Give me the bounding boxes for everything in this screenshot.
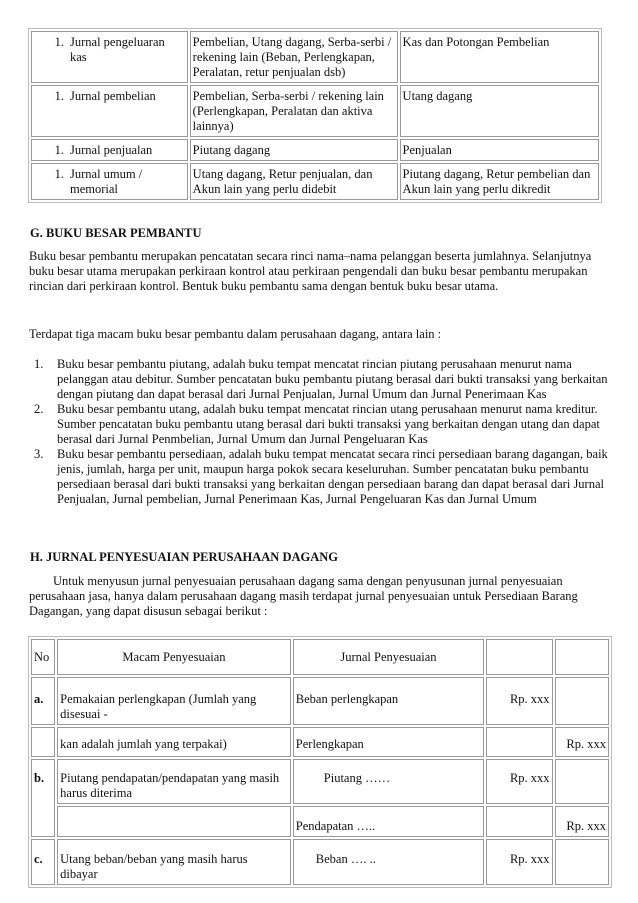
row-label — [31, 727, 55, 757]
paragraph: Buku besar pembantu merupakan pencatatan secara rinci nama–nama pelanggan beserta jumlahnya. Selanjutnya buku besar utama merupakan perkiraan kontrol atau perkiraan pengendali dan buku besar pembantu merupakan rincian dari perkiraan kontrol. Bentuk buku pembantu sama dengan bentuk buku besar utama. — [29, 249, 592, 293]
subsidiary-ledger-list — [0, 357, 614, 507]
table-cell — [31, 163, 188, 200]
debit-accounts-cell: Pembelian, Utang dagang, Serba-serbi / rekening lain (Beban, Perlengkapan, Peralatan, retur penjualan dsb) — [190, 31, 398, 83]
journal-entry: Beban perlengkapan — [293, 677, 484, 725]
table-row — [31, 677, 609, 725]
adjustment-type: Utang beban/beban yang masih harus dibayar — [57, 839, 291, 885]
list-number: 1. — [34, 357, 44, 371]
table-cell — [31, 31, 188, 83]
journal-name: Jurnal penjualan — [70, 143, 153, 157]
list-item — [0, 447, 614, 507]
table-row — [31, 727, 609, 757]
table-row — [31, 759, 609, 804]
list-item — [0, 357, 614, 402]
credit-amount — [555, 759, 609, 804]
list-item-text: Buku besar pembantu utang, adalah buku tempat mencatat rincian utang perusahaan menurut nama kreditur. Sumber pencatatan buku pembantu utang berasal dari bukti transaksi yang berkaitan dengan utang dan dapat berasal dari Jurnal Penmbelian, Jurnal Umum dan Jurnal Pengeluaran Kas — [57, 402, 600, 446]
debit-accounts-cell: Piutang dagang — [190, 139, 398, 161]
section-heading-g: G. BUKU BESAR PEMBANTU — [30, 226, 202, 240]
table-row — [31, 806, 609, 837]
credit-amount — [555, 839, 609, 885]
journal-name: Jurnal umum / memorial — [70, 167, 143, 196]
credit-accounts-cell: Penjualan — [400, 139, 599, 161]
adjustment-type — [57, 806, 291, 837]
header-no: No — [31, 639, 55, 675]
row-number: 1. — [54, 35, 64, 49]
journal-name: Jurnal pembelian — [70, 89, 156, 103]
debit-amount: Rp. xxx — [486, 839, 552, 885]
section-heading-h: H. JURNAL PENYESUAIAN PERUSAHAAN DAGANG — [30, 550, 339, 564]
list-number: 2. — [34, 402, 44, 416]
journal-entry: Pendapatan ….. — [293, 806, 484, 837]
table-row — [31, 31, 599, 83]
paragraph: Untuk menyusun jurnal penyesuaian perusahaan dagang sama dengan penyusunan jurnal penyesuaian perusahaan jasa, hanya dalam perusahaan dagang masih terdapat jurnal penyesuaian untuk Persediaan Barang Dagangan, yang dapat disusun sebagai berikut : — [29, 574, 578, 618]
table-header-row — [31, 639, 609, 675]
table-row — [31, 839, 609, 885]
credit-amount: Rp. xxx — [555, 727, 609, 757]
debit-accounts-cell: Utang dagang, Retur penjualan, dan Akun lain yang perlu didebit — [190, 163, 398, 200]
debit-amount — [486, 806, 552, 837]
row-label: c. — [31, 839, 55, 885]
header-jurnal-penyesuaian: Jurnal Penyesuaian — [293, 639, 484, 675]
credit-accounts-cell: Kas dan Potongan Pembelian — [400, 31, 599, 83]
list-item-text: Buku besar pembantu piutang, adalah buku tempat mencatat rincian piutang perusahaan menurut nama pelanggan atau debitur. Sumber pencatatan buku pembantu piutang berasal dari bukti transaksi yang berkaitan dengan piutang dan dapat berasal dari Jurnal Penjualan, Jurnal Umum dan Jurnal Penerimaan Kas — [57, 357, 608, 401]
debit-amount: Rp. xxx — [486, 759, 552, 804]
credit-amount — [555, 677, 609, 725]
credit-amount: Rp. xxx — [555, 806, 609, 837]
table-cell — [31, 85, 188, 137]
paragraph: Terdapat tiga macam buku besar pembantu dalam perusahaan dagang, antara lain : — [29, 327, 442, 341]
debit-amount — [486, 727, 552, 757]
list-item-text: Buku besar pembantu persediaan, adalah buku tempat mencatat secara rinci persediaan barang dagangan, baik jenis, jumlah, harga per unit, maupun harga pokok secara keseluruhan. Sumber pencatatan buku pembantu persediaan berasal dari bukti transaksi yang berkaitan dengan persediaan barang dan dapat berasal dari Jurnal Penjualan, Jurnal pembelian, Jurnal Penerimaan Kas, Jurnal Pengeluaran Kas dan Jurnal Umum — [57, 447, 608, 506]
table-row — [31, 139, 599, 161]
adjustment-type: Pemakaian perlengkapan (Jumlah yang disesuai - — [57, 677, 291, 725]
debit-accounts-cell: Pembelian, Serba-serbi / rekening lain (Perlengkapan, Peralatan dan aktiva lainnya) — [190, 85, 398, 137]
list-item — [0, 402, 614, 447]
credit-accounts-cell: Piutang dagang, Retur pembelian dan Akun lain yang perlu dikredit — [400, 163, 599, 200]
header-empty — [555, 639, 609, 675]
journal-entry: Perlengkapan — [293, 727, 484, 757]
debit-amount: Rp. xxx — [486, 677, 552, 725]
header-macam-penyesuaian: Macam Penyesuaian — [57, 639, 291, 675]
row-number: 1. — [54, 143, 64, 157]
journal-entry: Piutang …… — [293, 759, 484, 804]
table-row — [31, 163, 599, 200]
adjustment-journal-table — [28, 636, 612, 888]
credit-accounts-cell: Utang dagang — [400, 85, 599, 137]
adjustment-type: Piutang pendapatan/pendapatan yang masih harus diterima — [57, 759, 291, 804]
table-row — [31, 85, 599, 137]
journal-types-table — [28, 28, 602, 203]
row-number: 1. — [54, 167, 64, 181]
journal-entry: Beban …. .. — [293, 839, 484, 885]
table-cell — [31, 139, 188, 161]
list-number: 3. — [34, 447, 44, 461]
row-label: b. — [31, 759, 55, 837]
header-empty — [486, 639, 552, 675]
row-label: a. — [31, 677, 55, 725]
row-number: 1. — [54, 89, 64, 103]
journal-name: Jurnal pengeluaran kas — [70, 35, 165, 64]
adjustment-type: kan adalah jumlah yang terpakai) — [57, 727, 291, 757]
